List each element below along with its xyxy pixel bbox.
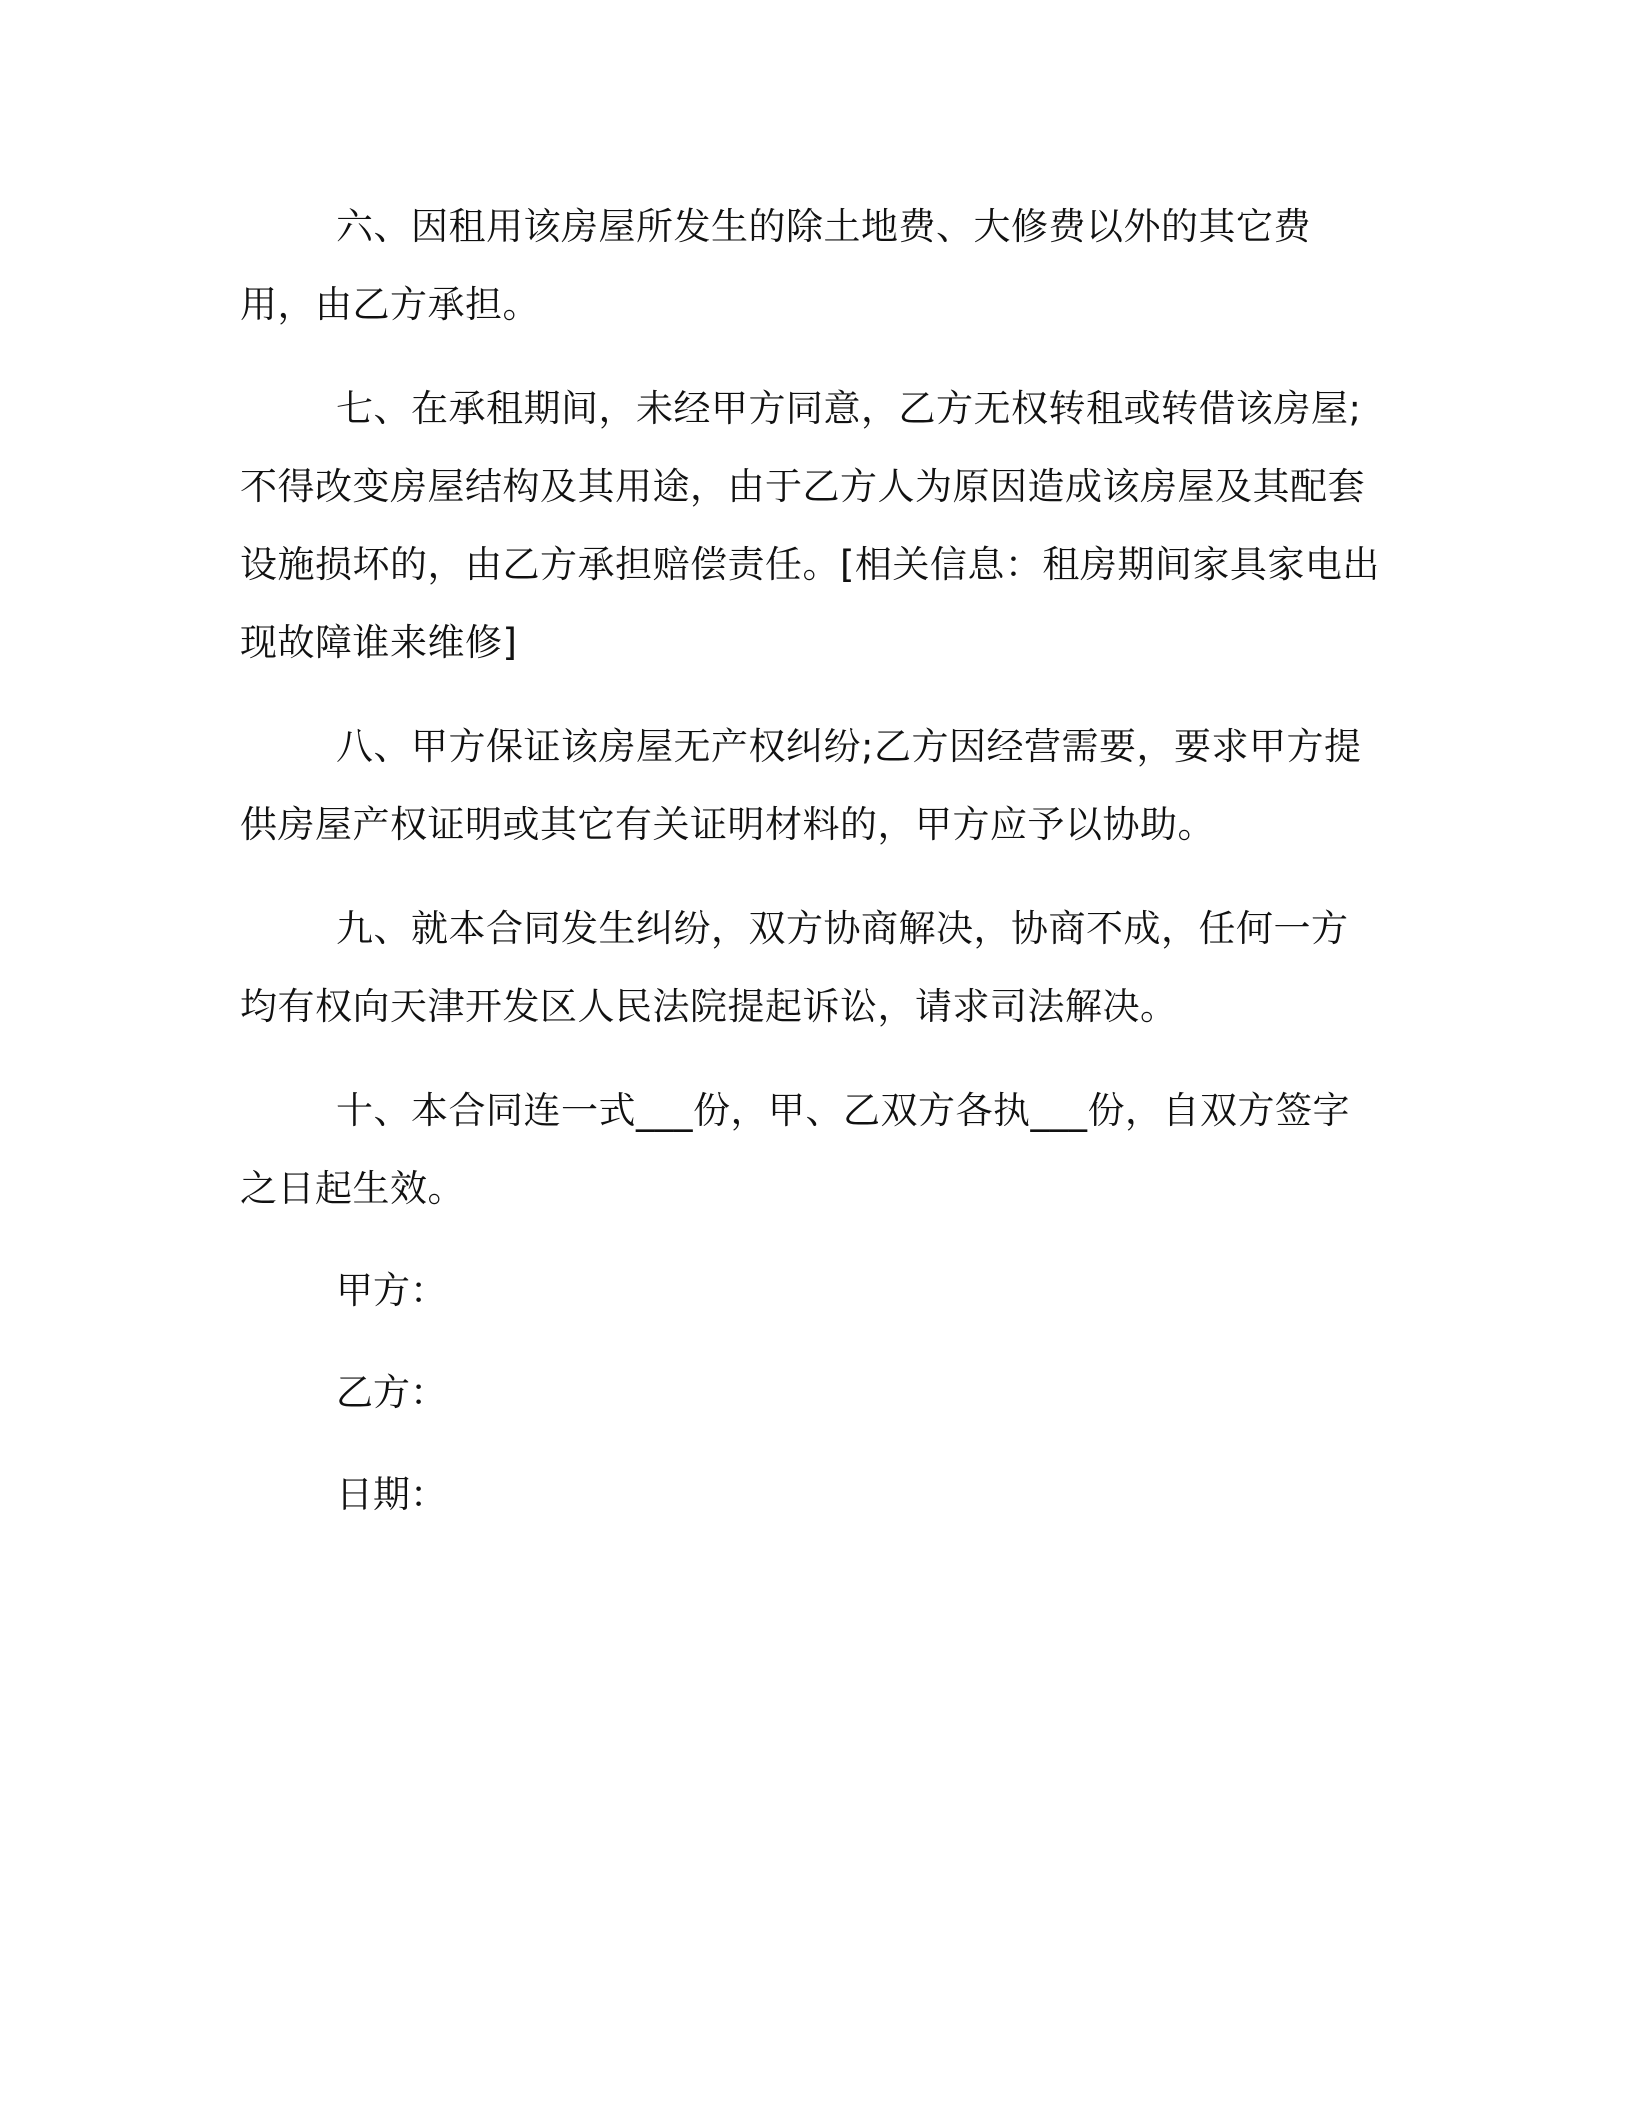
- party-a-signature-label: 甲方：: [336, 1269, 447, 1312]
- clause-10: 十、本合同连一式___份，甲、乙双方各执___份，自双方签字之日起生效。: [240, 1089, 1350, 1210]
- clause-8: 八、甲方保证该房屋无产权纠纷;乙方因经营需要，要求甲方提供房屋产权证明或其它有关证明材料的，甲方应予以协助。: [240, 725, 1362, 846]
- clause-9: 九、就本合同发生纠纷，双方协商解决，协商不成，任何一方均有权向天津开发区人民法院提起诉讼，请求司法解决。: [240, 907, 1349, 1028]
- party-b-signature-label: 乙方：: [336, 1371, 447, 1414]
- clause-6: 六、因租用该房屋所发生的除土地费、大修费以外的其它费用，由乙方承担。: [240, 205, 1311, 326]
- date-label: 日期：: [336, 1473, 447, 1516]
- clause-7: 七、在承租期间，未经甲方同意，乙方无权转租或转借该房屋;不得改变房屋结构及其用途，由于乙方人为原因造成该房屋及其配套设施损坏的，由乙方承担赔偿责任。[相关信息：租房期间家具家电出现故障谁来维修]: [240, 387, 1380, 664]
- contract-page: [240, 188, 1385, 1520]
